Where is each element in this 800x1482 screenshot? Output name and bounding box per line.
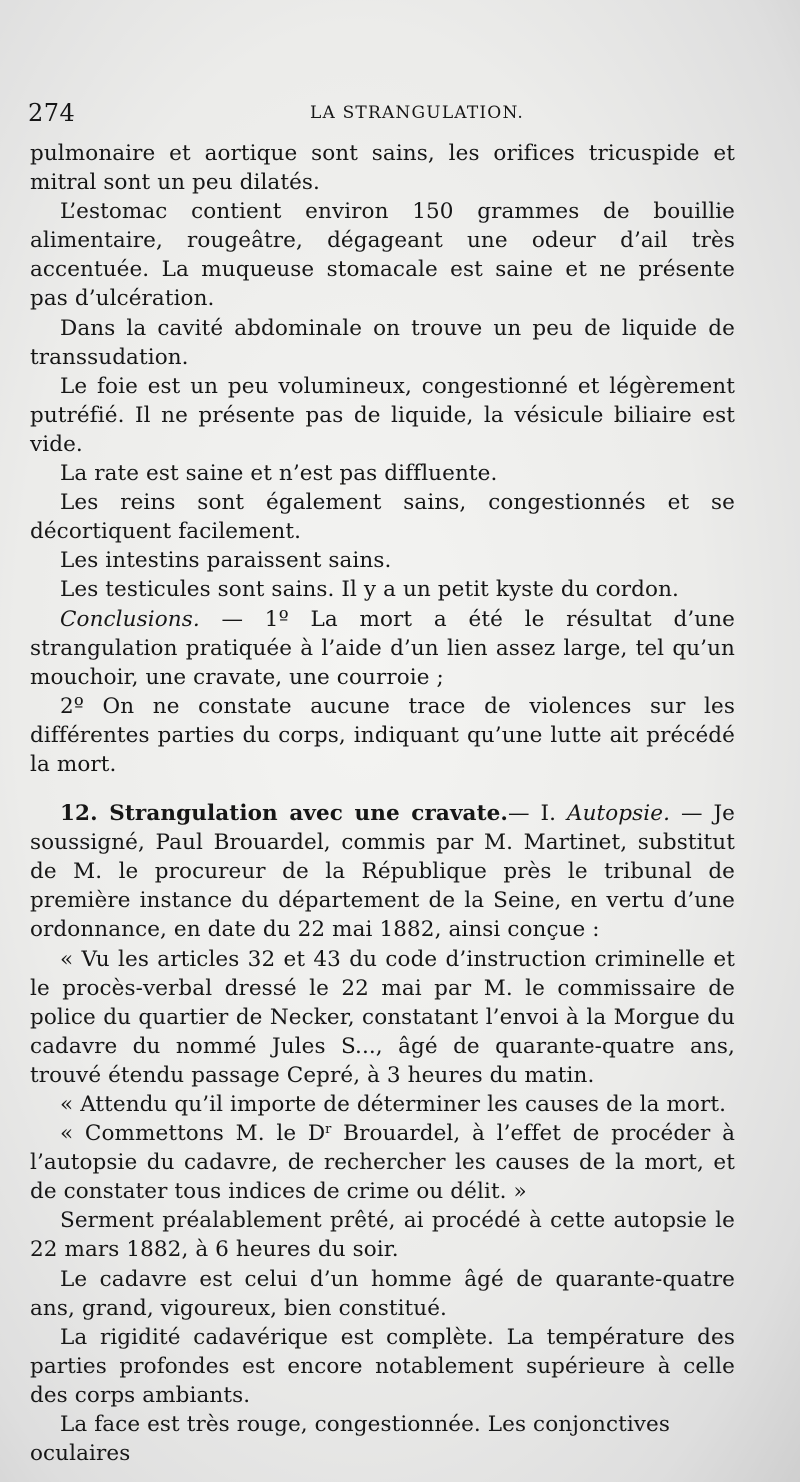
paragraph: La rate est saine et n’est pas diffluente. bbox=[60, 461, 498, 487]
paragraph: pulmonaire et aortique sont sains, les orifices tricuspide et mitral sont un peu dilatés. bbox=[30, 141, 735, 196]
section-sub-label: Autopsie. bbox=[566, 801, 671, 827]
paragraph: Le cadavre est celui d’un homme âgé de quarante-quatre ans, grand, vigoureux, bien constitué. bbox=[30, 1266, 735, 1321]
paragraph: Serment préalablement prêté, ai procédé à cette autopsie le 22 mars 1882, à 6 heures du soir. bbox=[30, 1208, 735, 1263]
commettons-after: Brouardel, à l’effet de procéder à l’autopsie du cadavre, de rechercher les causes de la mort, et de constater tous indices de crime ou délit. » bbox=[30, 1121, 735, 1205]
section-dash: — I. bbox=[507, 801, 567, 827]
conclusions-label: Conclusions. bbox=[60, 606, 200, 632]
paragraph: Le foie est un peu volumineux, congestionné et légèrement putréfié. Il ne présente pas de liquide, la vésicule biliaire est vide. bbox=[30, 373, 735, 457]
paragraph: La rigidité cadavérique est complète. La température des parties profondes est encore notablement supérieure à celle des corps ambiants. bbox=[30, 1324, 735, 1408]
ordonnance-paragraph: « Vu les articles 32 et 43 du code d’instruction criminelle et le procès-verbal dressé le 22 mai par M. le commissaire de police du quartier de Necker, constatant l’envoi à la Morgue du cadavre du nommé Jules S..., âgé de quarante-quatre ans, trouvé étendu passage Cepré, à 3 heures du matin. bbox=[30, 946, 735, 1088]
conclusions-paragraph bbox=[30, 605, 735, 692]
paragraph: La face est très rouge, congestionnée. Les conjonctives oculaires bbox=[30, 1412, 671, 1467]
paragraph: Les intestins paraissent sains. bbox=[60, 548, 392, 574]
paragraph: Dans la cavité abdominale on trouve un peu de liquide de transsudation. bbox=[30, 315, 735, 370]
commettons-paragraph bbox=[30, 1119, 735, 1206]
page-header bbox=[28, 99, 728, 129]
page-number: 274 bbox=[28, 99, 76, 127]
section-12-paragraph bbox=[30, 799, 735, 944]
paragraph: Les testicules sont sains. Il y a un petit kyste du cordon. bbox=[60, 577, 679, 603]
conclusions-text: — 1º La mort a été le résultat d’une strangulation pratiquée à l’aide d’un lien assez large, tel qu’un mouchoir, une cravate, une courroie ; bbox=[30, 606, 735, 690]
body-text bbox=[30, 139, 735, 1468]
paragraph: Les reins sont également sains, congestionnés et se décortiquent facilement. bbox=[30, 490, 735, 545]
section-text: — Je soussigné, Paul Brouardel, commis par M. Martinet, substitut de M. le procureur de la République près le tribunal de première instance du département de la Seine, en vertu d’une ordonnance, en date du 22 mai 1882, ainsi conçue : bbox=[30, 801, 736, 943]
commettons-sup: r bbox=[325, 1122, 332, 1138]
ordonnance-paragraph: « Attendu qu’il importe de déterminer les causes de la mort. bbox=[60, 1092, 727, 1117]
paragraph: L’estomac contient environ 150 grammes de bouillie alimentaire, rougeâtre, dégageant une odeur d’ail très accentuée. La muqueuse stomacale est saine et ne présente pas d’ulcération. bbox=[30, 199, 735, 312]
running-title: LA STRANGULATION. bbox=[310, 103, 525, 123]
commettons-before: « Commettons M. le D bbox=[60, 1121, 326, 1147]
conclusions-second: 2º On ne constate aucune trace de violences sur les différentes parties du corps, indiquant qu’une lutte ait précédé la mort. bbox=[30, 693, 735, 777]
section-heading: 12. Strangulation avec une cravate. bbox=[60, 801, 508, 827]
